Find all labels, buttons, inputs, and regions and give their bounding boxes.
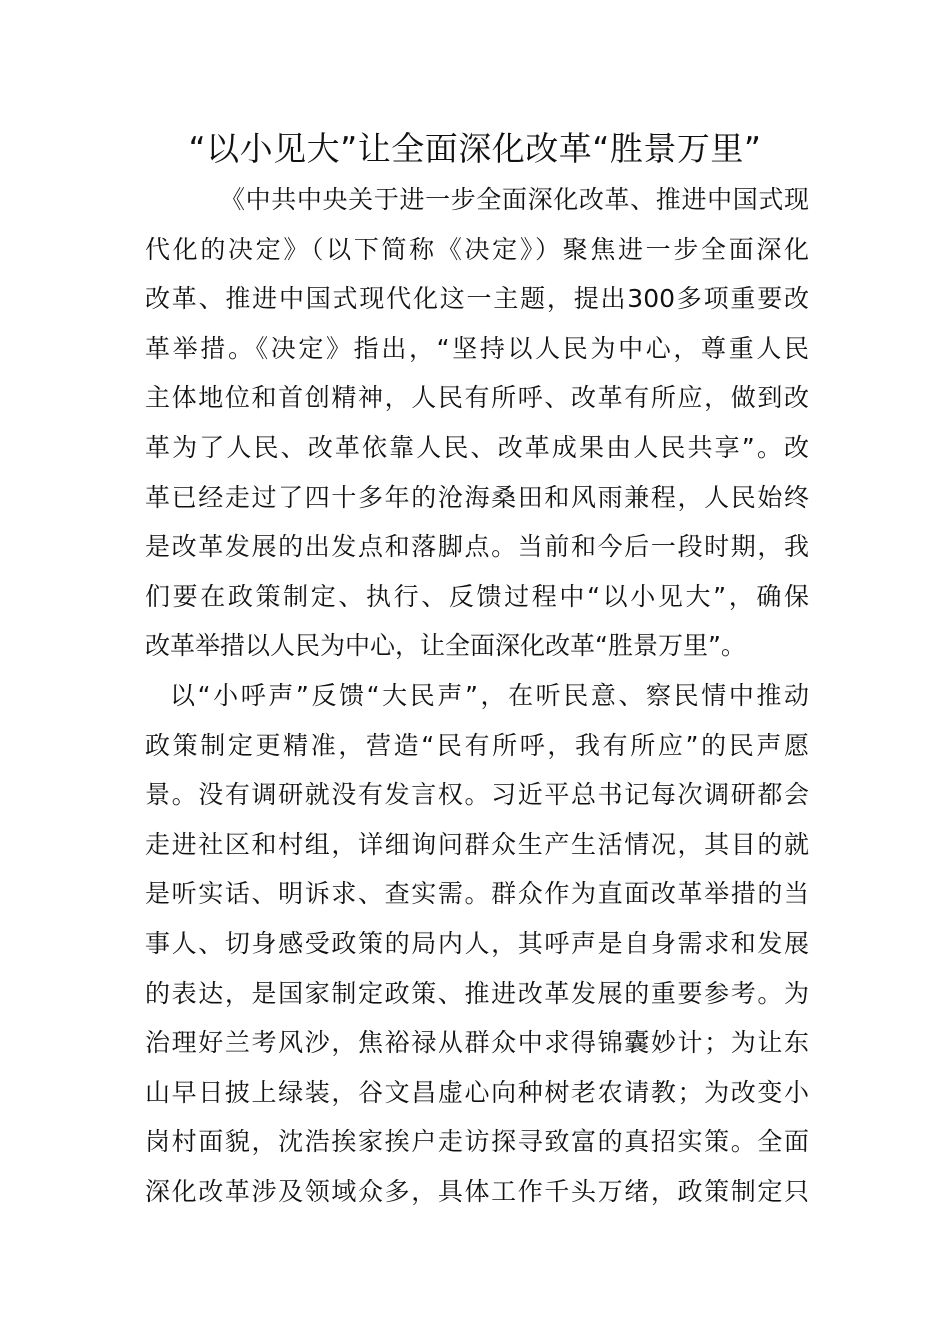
text-line: 走进社区和村组，详细询问群众生产生活情况，其目的就 [145, 829, 809, 859]
text-line: 革举措。《决定》指出，“坚持以人民为中心，尊重人民 [145, 333, 809, 363]
text-line: 主体地位和首创精神，人民有所呼、改革有所应，做到改 [145, 383, 809, 413]
text-line: 的表达，是国家制定政策、推进改革发展的重要参考。为 [145, 978, 809, 1008]
text-line: 治理好兰考风沙，焦裕禄从群众中求得锦囊妙计；为让东 [145, 1028, 809, 1058]
document-title: “以小见大”让全面深化改革“胜景万里” [188, 129, 762, 168]
text-line: 们要在政策制定、执行、反馈过程中“以小见大”，确保 [145, 581, 809, 611]
text-line: 景。没有调研就没有发言权。习近平总书记每次调研都会 [145, 780, 809, 810]
text-line: 山早日披上绿装，谷文昌虚心向种树老农请教；为改变小 [145, 1077, 809, 1107]
text-line: 事人、切身感受政策的局内人，其呼声是自身需求和发展 [145, 928, 809, 958]
text-line: 深化改革涉及领域众多，具体工作千头万绪，政策制定只 [145, 1176, 809, 1206]
text-line: 以“小呼声”反馈“大民声”，在听民意、察民情中推动 [170, 680, 809, 710]
text-line: 改革举措以人民为中心，让全面深化改革“胜景万里”。 [145, 631, 746, 661]
text-line: 革为了人民、改革依靠人民、改革成果由人民共享”。改 [145, 432, 809, 462]
text-line: 是改革发展的出发点和落脚点。当前和今后一段时期，我 [145, 532, 809, 562]
text-line: 代化的决定》（以下简称《决定》）聚焦进一步全面深化 [145, 234, 809, 264]
paragraph-1 [145, 175, 809, 671]
text-line: 岗村面貌，沈浩挨家挨户走访探寻致富的真招实策。全面 [145, 1127, 809, 1157]
text-line: 是听实话、明诉求、查实需。群众作为直面改革举措的当 [145, 879, 809, 909]
text-line: 革已经走过了四十多年的沧海桑田和风雨兼程，人民始终 [145, 482, 809, 512]
document-body [145, 175, 809, 1216]
text-line: 改革、推进中国式现代化这一主题，提出300多项重要改 [145, 284, 809, 314]
text-line: 《中共中央关于进一步全面深化改革、推进中国式现 [220, 185, 809, 214]
paragraph-2 [145, 671, 809, 1217]
text-line: 政策制定更精准，营造“民有所呼，我有所应”的民声愿 [145, 730, 809, 760]
